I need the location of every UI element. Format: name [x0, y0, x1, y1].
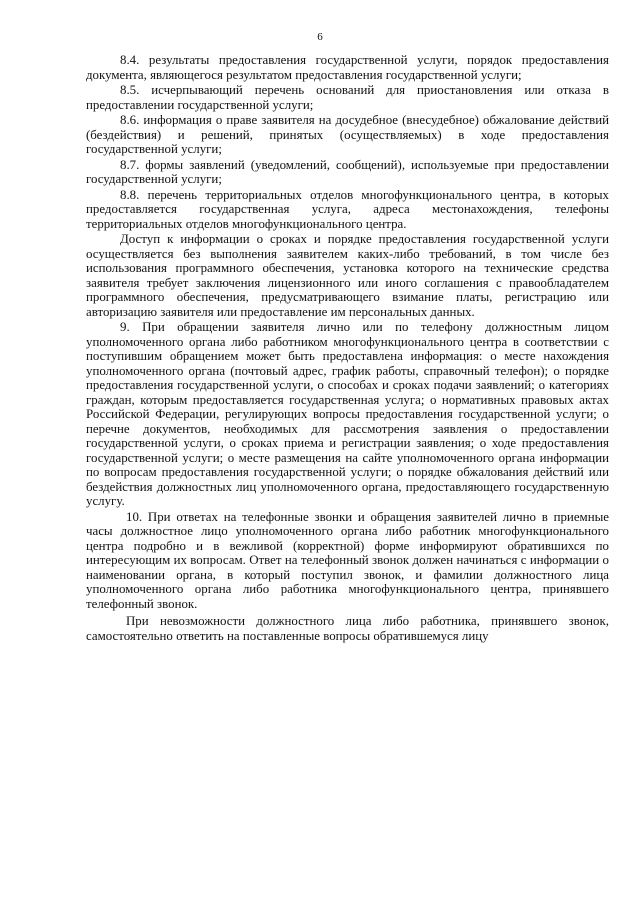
paragraph-8-6: 8.6. информация о праве заявителя на досудебное (внесудебное) обжалование действий (бездействия) и решений, принятых (осуществляемых) в ходе предоставления государственной услуги; [86, 113, 609, 156]
paragraph-access-info: Доступ к информации о сроках и порядке предоставления государственной услуги осуществляется без выполнения заявителем каких-либо требований, в том числе без использования программного обеспечения, установка которого на технические средства заявителя требует заключения лицензионного или иного соглашения с правообладателем программного обеспечения, предусматривающего взимание платы, регистрацию или авторизацию заявителя или предоставление им персональных данных. [86, 232, 609, 319]
document-body [86, 53, 609, 644]
paragraph-8-7: 8.7. формы заявлений (уведомлений, сообщений), используемые при предоставлении государственной услуги; [86, 157, 609, 186]
paragraph-unable-to-answer: При невозможности должностного лица либо работника, принявшего звонок, самостоятельно ответить на поставленные вопросы обратившемуся лицу [86, 614, 609, 643]
paragraph-8-4: 8.4. результаты предоставления государственной услуги, порядок предоставления документа, являющегося результатом предоставления государственной услуги; [86, 53, 609, 82]
paragraph-9: 9. При обращении заявителя лично или по телефону должностным лицом уполномоченного органа либо работником многофункционального центра в соответствии с поступившим обращением может быть предоставлена информация: о месте нахождения уполномоченного органа (почтовый адрес, график работы, справочный телефон); о порядке предоставления государственной услуги, о способах и сроках подачи заявлений; о категориях граждан, которым предоставляется государственная услуга; о нормативных правовых актах Российской Федерации, регулирующих вопросы предоставления государственной услуги; о перечне документов, необходимых для рассмотрения заявления о предоставлении государственной услуги, о сроках приема и регистрации заявления; о ходе предоставления государственной услуги; о месте размещения на сайте уполномоченного органа информации по вопросам предоставления государственной услуги; о порядке обжалования действий или бездействия должностных лиц уполномоченного органа, предоставляющего государственную услугу. [86, 320, 609, 508]
paragraph-8-5: 8.5. исчерпывающий перечень оснований для приостановления или отказа в предоставлении государственной услуги; [86, 83, 609, 112]
paragraph-8-8: 8.8. перечень территориальных отделов многофункционального центра, в которых предоставляется государственная услуга, адреса местонахождения, телефоны территориальных отделов многофункционального центра. [86, 187, 609, 231]
page-number: 6 [317, 31, 323, 43]
paragraph-10: 10. При ответах на телефонные звонки и обращения заявителей лично в приемные часы должностное лицо уполномоченного органа либо работник многофункционального центра подробно и в вежливой (корректной) форме информируют обратившихся по интересующим их вопросам. Ответ на телефонный звонок должен начинаться с информации о наименовании органа, в который поступил звонок, и фамилии должностного лица уполномоченного органа либо работника многофункционального центра, принявшего телефонный звонок. [86, 509, 609, 611]
